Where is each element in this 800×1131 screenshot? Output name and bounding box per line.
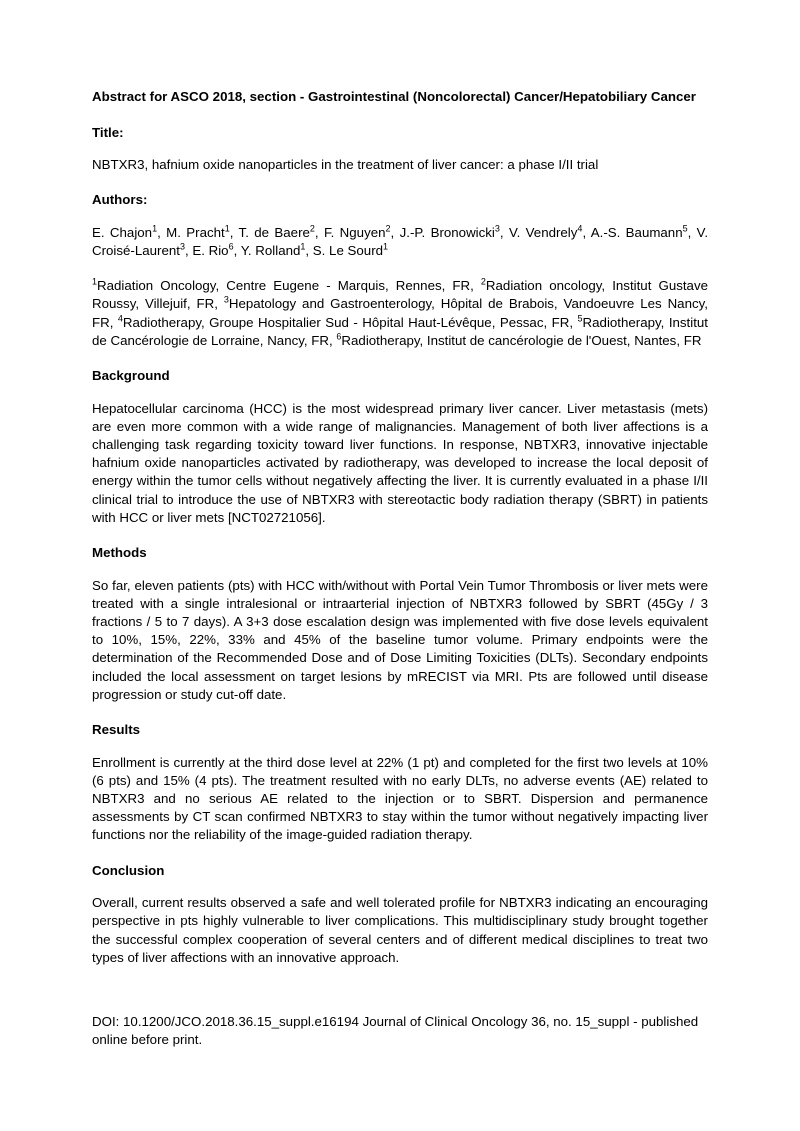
spacer (92, 385, 708, 400)
authors-list: E. Chajon$^1$, M. Pracht$^1$, T. de Baere$^2$, F. Nguyen$^2$, J.-P. Bronowicki$^3$, V. Vendrely$^4$, A.-S. Baumann$^5$, V. Croisé-Laurent$^3$, E. Rio$^6$, Y. Rolland$^1$, S. Le Sourd$^1$ (92, 223, 709, 259)
section-heading-conclusion: Conclusion (92, 862, 165, 878)
spacer (92, 527, 708, 544)
section-heading-background: Background (92, 368, 170, 384)
section-body-background: Hepatocellular carcinoma (HCC) is the most widespread primary liver cancer. Liver metastasis (mets) are even more common with a wide range of malignancies. Management of both liver affections is a challenging task regarding toxicity toward liver functions. In response, NBTXR3, innovative injectable hafnium oxide nanoparticles activated by radiotherapy, was developed to increase the local deposit of energy within the tumor cells without negatively affecting the liver. It is currently evaluated in a phase I/II clinical trial to introduce the use of NBTXR3 with stereotactic body radiation therapy (SBRT) in patients with HCC or liver mets [NCT02721056]. (92, 400, 708, 525)
spacer (92, 260, 708, 277)
document-title: NBTXR3, hafnium oxide nanoparticles in the treatment of liver cancer: a phase I/II trial (92, 157, 599, 173)
spacer (92, 967, 708, 1013)
spacer (92, 845, 708, 862)
document-body (92, 88, 708, 1049)
section-body-results: Enrollment is currently at the third dose level at 22% (1 pt) and completed for the first two levels at 10% (6 pts) and 15% (4 pts). The treatment resulted with no early DLTs, no adverse events (AE) related to NBTXR3 and no serious AE related to the injection or to SBRT. Dispersion and permanence assessments by CT scan confirmed NBTXR3 to stay within the tumor without negatively impacting liver functions nor the reliability of the image-guided radiation therapy. (92, 754, 708, 843)
spacer (92, 141, 708, 156)
section-body-methods: So far, eleven patients (pts) with HCC with/without with Portal Vein Tumor Thrombosis or liver mets were treated with a single intralesional or intraarterial injection of NBTXR3 followed by SBRT (45Gy / 3 fractions / 5 to 7 days). A 3+3 dose escalation design was implemented with five dose levels equivalent to 10%, 15%, 22%, 33% and 45% of the baseline tumor volume. Primary endpoints were the determination of the Recommended Dose and of Dose Limiting Toxicities (DLTs). Secondary endpoints included the local assessment on target lesions by mRECIST via MRI. Pts are followed until disease progression or study cut-off date. (92, 577, 708, 702)
spacer (92, 879, 708, 894)
section-heading-results: Results (92, 722, 141, 737)
spacer (92, 350, 708, 367)
affiliations-list: $^1$Radiation Oncology, Centre Eugene - Marquis, Rennes, FR, $^2$Radiation oncology, Institut Gustave Roussy, Villejuif, FR, $^3$Hepatology and Gastroenterology, Hôpital de Brabois, Vandoeuvre Les Nancy, FR, $^4$Radiotherapy, Groupe Hospitalier Sud - Hôpital Haut-Lévêque, Pessac, FR, $^5$Radiotherapy, Institut de Cancérologie de Lorraine, Nancy, FR, $^6$Radiotherapy, Institut de cancérologie de l'Ouest, Nantes, FR (92, 276, 708, 348)
spacer (92, 209, 708, 224)
document-header: Abstract for ASCO 2018, section - Gastrointestinal (Noncolorectal) Cancer/Hepatobiliary Cancer (92, 89, 696, 104)
section-body-conclusion: Overall, current results observed a safe and well tolerated profile for NBTXR3 indicating an encouraging perspective in pts highly vulnerable to liver complications. This multidisciplinary study brought together the successful complex cooperation of several centers and of different medical disciplines to treat two types of liver affections with an innovative approach. (92, 895, 708, 965)
spacer (92, 704, 708, 721)
spacer (92, 174, 708, 191)
spacer (92, 562, 708, 577)
document-footer-doi: DOI: 10.1200/JCO.2018.36.15_suppl.e16194 Journal of Clinical Oncology 36, no. 15_suppl - published online before print. (92, 1013, 699, 1048)
spacer (92, 739, 708, 754)
authors-label: Authors: (92, 192, 148, 208)
spacer (92, 106, 708, 124)
section-heading-methods: Methods (92, 545, 147, 561)
title-label: Title: (92, 124, 124, 140)
